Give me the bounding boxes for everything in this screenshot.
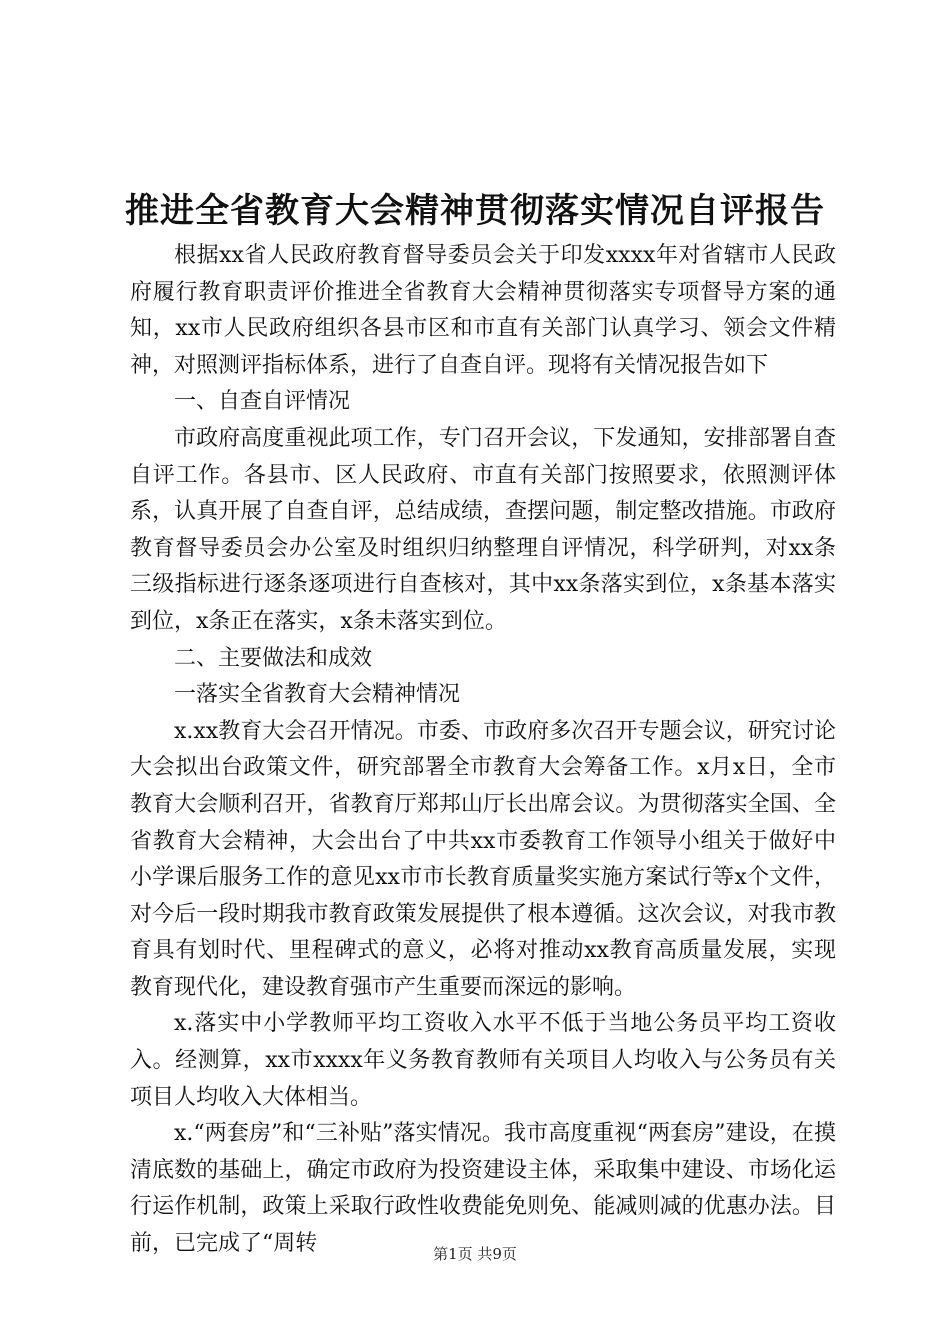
paragraph: 根据xx省人民政府教育督导委员会关于印发xxxx年对省辖市人民政府履行教育职责评价推进全省教育大会精神贯彻落实专项督导方案的通知，xx市人民政府组织各县市区和市直有关部门认真学习、领会文件精神，对照测评指标体系，进行了自查自评。现将有关情况报告如下 [130,243,836,378]
paragraph: x.xx教育大会召开情况。市委、市政府多次召开专题会议，研究讨论大会拟出台政策文件，研究部署全市教育大会筹备工作。x月x日，全市教育大会顺利召开，省教育厅郑邦山厅长出席会议。为贯彻落实全国、全省教育大会精神，大会出台了中共xx市委教育工作领导小组关于做好中小学课后服务工作的意见xx市市长教育质量奖实施方案试行等x个文件，对今后一段时期我市教育政策发展提供了根本遵循。这次会议，对我市教育具有划时代、里程碑式的意义，必将对推动xx教育高质量发展，实现教育现代化，建设教育强市产生重要而深远的影响。 [130,718,836,1000]
section-heading: 一、自查自评情况 [174,389,351,415]
document-title: 推进全省教育大会精神贯彻落实情况自评报告 [125,191,825,231]
page-footer: 第1页 共9页 [433,1245,517,1263]
paragraph: x.“两套房”和“三补贴”落实情况。我市高度重视“两套房”建设，在摸清底数的基础上，确定市政府为投资建设主体，采取集中建设、市场化运行运作机制，政策上采取行政性收费能免则免、能减则减的优惠办法。目前，已完成了“周转 [130,1121,836,1257]
paragraph: 市政府高度重视此项工作，专门召开会议，下发通知，安排部署自查自评工作。各县市、区人民政府、市直有关部门按照要求，依照测评体系，认真开展了自查自评，总结成绩，查摆问题，制定整改措施。市政府教育督导委员会办公室及时组织归纳整理自评情况，科学研判，对xx条三级指标进行逐条逐项进行自查核对，其中xx条落实到位，x条基本落实到位，x条正在落实，x条未落实到位。 [130,425,836,634]
subsection-heading: 一落实全省教育大会精神情况 [174,682,461,708]
section-heading: 二、主要做法和成效 [174,645,373,671]
paragraph: x.落实中小学教师平均工资收入水平不低于当地公务员平均工资收入。经测算，xx市xxxx年义务教育教师有关项目人均收入与公务员有关项目人均收入大体相当。 [130,1011,836,1110]
document-body [130,238,836,1263]
